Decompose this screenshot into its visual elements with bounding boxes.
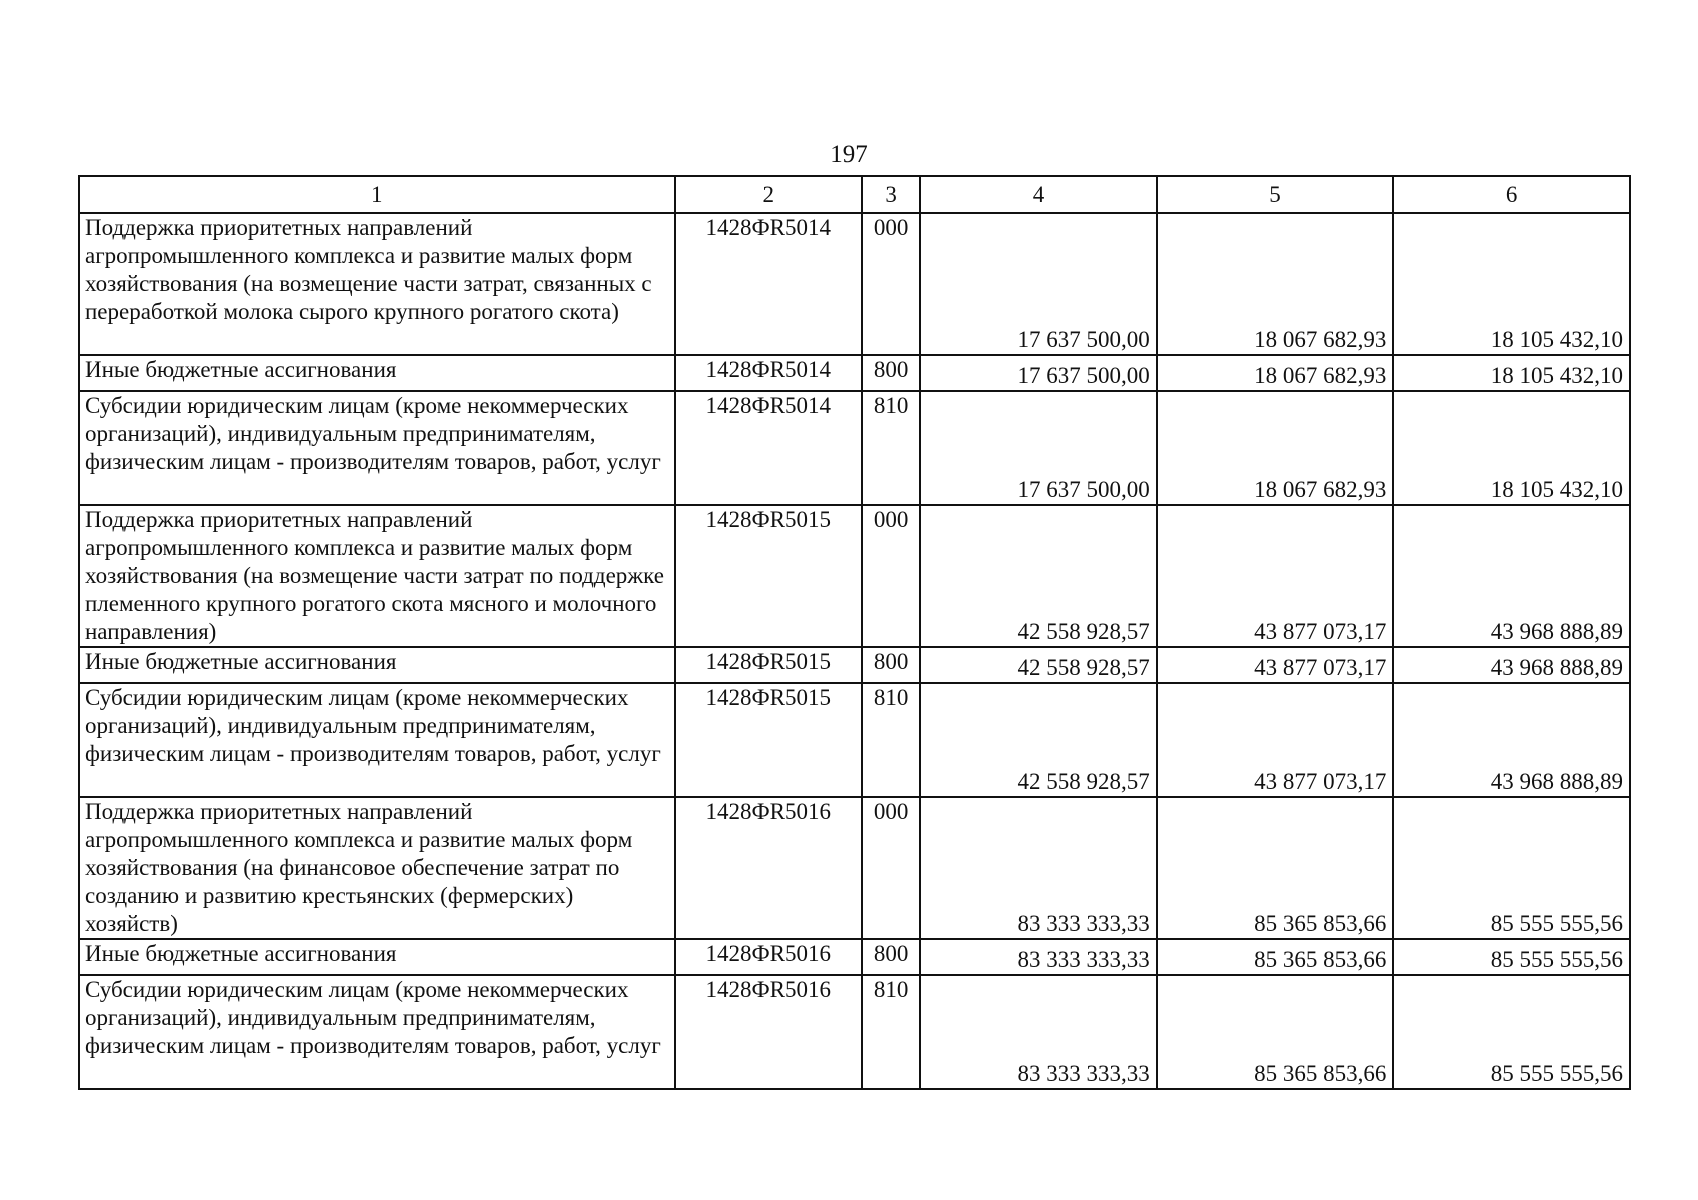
row-code: 1428ФR5015 — [675, 683, 862, 797]
row-value-col4: 83 333 333,33 — [920, 939, 1157, 975]
row-value-col4: 17 637 500,00 — [920, 355, 1157, 391]
row-value-col5: 85 365 853,66 — [1157, 975, 1394, 1089]
row-code: 1428ФR5014 — [675, 355, 862, 391]
row-expense-type: 810 — [862, 975, 920, 1089]
row-expense-type: 810 — [862, 683, 920, 797]
budget-table — [78, 175, 1631, 1090]
row-code: 1428ФR5015 — [675, 647, 862, 683]
row-code: 1428ФR5016 — [675, 939, 862, 975]
table-row — [79, 939, 1630, 975]
column-header: 5 — [1157, 176, 1394, 213]
row-value-col6: 18 105 432,10 — [1393, 391, 1630, 505]
row-code: 1428ФR5014 — [675, 391, 862, 505]
row-value-col4: 42 558 928,57 — [920, 647, 1157, 683]
row-value-col6: 43 968 888,89 — [1393, 683, 1630, 797]
row-name: Субсидии юридическим лицам (кроме некоммерческих организаций), индивидуальным предпринимателям, физическим лицам - производителям товаров, работ, услуг — [79, 975, 675, 1089]
row-name: Поддержка приоритетных направлений агропромышленного комплекса и развитие малых форм хозяйствования (на возмещение части затрат по поддержке племенного крупного рогатого скота мясного и молочного направления) — [79, 505, 675, 647]
row-value-col4: 17 637 500,00 — [920, 213, 1157, 355]
row-expense-type: 000 — [862, 505, 920, 647]
table-row — [79, 797, 1630, 939]
table-row — [79, 647, 1630, 683]
row-value-col4: 83 333 333,33 — [920, 797, 1157, 939]
row-name: Поддержка приоритетных направлений агропромышленного комплекса и развитие малых форм хозяйствования (на финансовое обеспечение затрат по созданию и развитию крестьянских (фермерских) хозяйств) — [79, 797, 675, 939]
header-row — [79, 176, 1630, 213]
row-value-col6: 85 555 555,56 — [1393, 797, 1630, 939]
table-row — [79, 505, 1630, 647]
row-expense-type: 800 — [862, 355, 920, 391]
column-header: 3 — [862, 176, 920, 213]
row-value-col5: 18 067 682,93 — [1157, 391, 1394, 505]
row-expense-type: 000 — [862, 797, 920, 939]
row-value-col4: 17 637 500,00 — [920, 391, 1157, 505]
row-name: Иные бюджетные ассигнования — [79, 647, 675, 683]
row-value-col6: 18 105 432,10 — [1393, 213, 1630, 355]
row-value-col6: 43 968 888,89 — [1393, 647, 1630, 683]
table-row — [79, 355, 1630, 391]
row-name: Поддержка приоритетных направлений агропромышленного комплекса и развитие малых форм хозяйствования (на возмещение части затрат, связанных с переработкой молока сырого крупного рогатого скота) — [79, 213, 675, 355]
row-value-col5: 43 877 073,17 — [1157, 505, 1394, 647]
table-row — [79, 213, 1630, 355]
row-expense-type: 000 — [862, 213, 920, 355]
table-row — [79, 683, 1630, 797]
column-header: 2 — [675, 176, 862, 213]
column-header: 1 — [79, 176, 675, 213]
row-value-col5: 43 877 073,17 — [1157, 683, 1394, 797]
row-value-col5: 85 365 853,66 — [1157, 939, 1394, 975]
row-value-col6: 85 555 555,56 — [1393, 939, 1630, 975]
page-number: 197 — [830, 141, 868, 168]
row-name: Субсидии юридическим лицам (кроме некоммерческих организаций), индивидуальным предпринимателям, физическим лицам - производителям товаров, работ, услуг — [79, 391, 675, 505]
row-value-col5: 85 365 853,66 — [1157, 797, 1394, 939]
row-name: Иные бюджетные ассигнования — [79, 939, 675, 975]
row-value-col5: 43 877 073,17 — [1157, 647, 1394, 683]
table-row — [79, 391, 1630, 505]
row-name: Иные бюджетные ассигнования — [79, 355, 675, 391]
row-expense-type: 810 — [862, 391, 920, 505]
row-value-col6: 85 555 555,56 — [1393, 975, 1630, 1089]
row-value-col4: 42 558 928,57 — [920, 683, 1157, 797]
row-code: 1428ФR5016 — [675, 975, 862, 1089]
row-value-col5: 18 067 682,93 — [1157, 355, 1394, 391]
column-header: 6 — [1393, 176, 1630, 213]
row-value-col5: 18 067 682,93 — [1157, 213, 1394, 355]
column-header: 4 — [920, 176, 1157, 213]
row-code: 1428ФR5015 — [675, 505, 862, 647]
row-value-col6: 18 105 432,10 — [1393, 355, 1630, 391]
row-value-col4: 83 333 333,33 — [920, 975, 1157, 1089]
row-code: 1428ФR5016 — [675, 797, 862, 939]
row-value-col6: 43 968 888,89 — [1393, 505, 1630, 647]
row-value-col4: 42 558 928,57 — [920, 505, 1157, 647]
row-code: 1428ФR5014 — [675, 213, 862, 355]
row-expense-type: 800 — [862, 647, 920, 683]
table-row — [79, 975, 1630, 1089]
row-name: Субсидии юридическим лицам (кроме некоммерческих организаций), индивидуальным предпринимателям, физическим лицам - производителям товаров, работ, услуг — [79, 683, 675, 797]
row-expense-type: 800 — [862, 939, 920, 975]
